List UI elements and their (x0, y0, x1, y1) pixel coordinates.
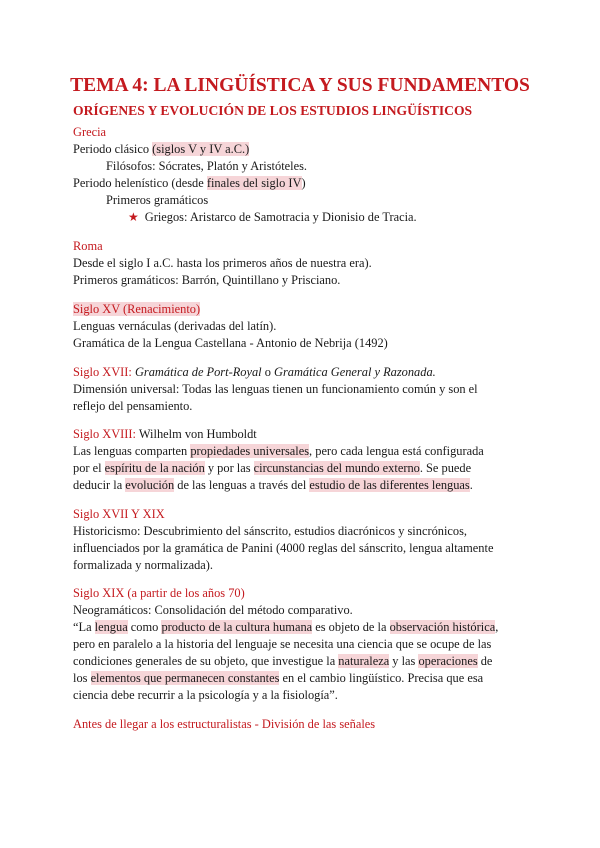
siglo-xv-line-1: Lenguas vernáculas (derivadas del latín). (73, 319, 277, 333)
siglo-xix-quote-5: ciencia debe recurrir a la psicología y a la fisiología”. (73, 688, 338, 702)
siglo-xvii-xix-line-2: influenciados por la gramática de Panini (4000 reglas del sánscrito, lengua altamente (73, 541, 494, 555)
highlight: producto de la cultura humana (161, 620, 313, 634)
highlight: circunstancias del mundo externo (253, 461, 420, 475)
highlight: elementos que permanecen constantes (90, 671, 280, 685)
grecia-heading: Grecia (73, 125, 107, 139)
highlight: naturaleza (338, 654, 390, 668)
highlight: observación histórica (389, 620, 496, 634)
antes-estructuralistas-heading: Antes de llegar a los estructuralistas - División de las señales (73, 717, 376, 731)
siglo-xix-quote-2: pero en paralelo a la historia del lenguaje se necesita una ciencia que se ocupe de las (73, 637, 492, 651)
siglo-xvii-xix-line-1: Historicismo: Descubrimiento del sánscrito, estudios diacrónicos y sincrónicos, (73, 524, 468, 538)
section-subtitle: ORÍGENES Y EVOLUCIÓN DE LOS ESTUDIOS LINGÜÍSTICOS (73, 103, 473, 118)
siglo-xix-quote-1: “La lengua como producto de la cultura humana es objeto de la observación histórica, (73, 620, 499, 634)
siglo-xvii-xix-line-3: formalizada y normalizada). (73, 558, 214, 572)
siglo-xix-quote-3: condiciones generales de su objeto, que investigue la naturaleza y las operaciones de (73, 654, 493, 668)
siglo-xvii-xix-heading: Siglo XVII Y XIX (73, 507, 165, 521)
highlight: lengua (94, 620, 128, 634)
siglo-xvii-line-1: Dimensión universal: Todas las lenguas tienen un funcionamiento común y son el (73, 382, 478, 396)
highlight: evolución (125, 478, 175, 492)
siglo-xix-quote-4: los elementos que permanecen constantes en el cambio lingüístico. Precisa que esa (73, 671, 484, 685)
grecia-periodo-helenistico: Periodo helenístico (desde finales del siglo IV) (73, 176, 306, 190)
siglo-xix-line-1: Neogramáticos: Consolidación del método comparativo. (73, 603, 353, 617)
siglo-xviii-heading: Siglo XVIII: Wilhelm von Humboldt (73, 427, 257, 441)
highlight: estudio de las diferentes lenguas (309, 478, 470, 492)
star-bullet-icon: ★ (128, 210, 139, 224)
siglo-xviii-line-3: deducir la evolución de las lenguas a través del estudio de las diferentes lenguas. (73, 478, 473, 492)
siglo-xix-heading: Siglo XIX (a partir de los años 70) (73, 586, 245, 600)
highlight: Siglo XV (Renacimiento) (73, 302, 201, 316)
highlight: (siglos V y IV a.C.) (152, 142, 250, 156)
siglo-xviii-line-1: Las lenguas comparten propiedades universales, pero cada lengua está configurada (73, 444, 484, 458)
grecia-filosofos: Filósofos: Sócrates, Platón y Aristóteles. (106, 159, 307, 173)
highlight: espíritu de la nación (104, 461, 205, 475)
siglo-xviii-line-2: por el espíritu de la nación y por las circunstancias del mundo externo. Se puede (73, 461, 472, 475)
siglo-xvii-heading: Siglo XVII: Gramática de Port-Royal o Gramática General y Razonada. (73, 365, 436, 379)
roma-line-1: Desde el siglo I a.C. hasta los primeros años de nuestra era). (73, 256, 372, 270)
grecia-primeros-gramaticos: Primeros gramáticos (106, 193, 209, 207)
siglo-xv-line-2: Gramática de la Lengua Castellana - Antonio de Nebrija (1492) (73, 336, 388, 350)
grecia-griegos: ★ Griegos: Aristarco de Samotracia y Dionisio de Tracia. (128, 210, 417, 224)
highlight: propiedades universales (190, 444, 310, 458)
roma-heading: Roma (73, 239, 103, 253)
highlight: finales del siglo IV (206, 176, 302, 190)
siglo-xv-heading (73, 301, 200, 318)
highlight: operaciones (418, 654, 478, 668)
roma-line-2: Primeros gramáticos: Barrón, Quintillano y Prisciano. (73, 273, 341, 287)
siglo-xvii-line-2: reflejo del pensamiento. (73, 399, 193, 413)
grecia-periodo-clasico: Periodo clásico (siglos V y IV a.C.) (73, 142, 250, 156)
page-title: TEMA 4: LA LINGÜÍSTICA Y SUS FUNDAMENTOS (70, 75, 530, 96)
